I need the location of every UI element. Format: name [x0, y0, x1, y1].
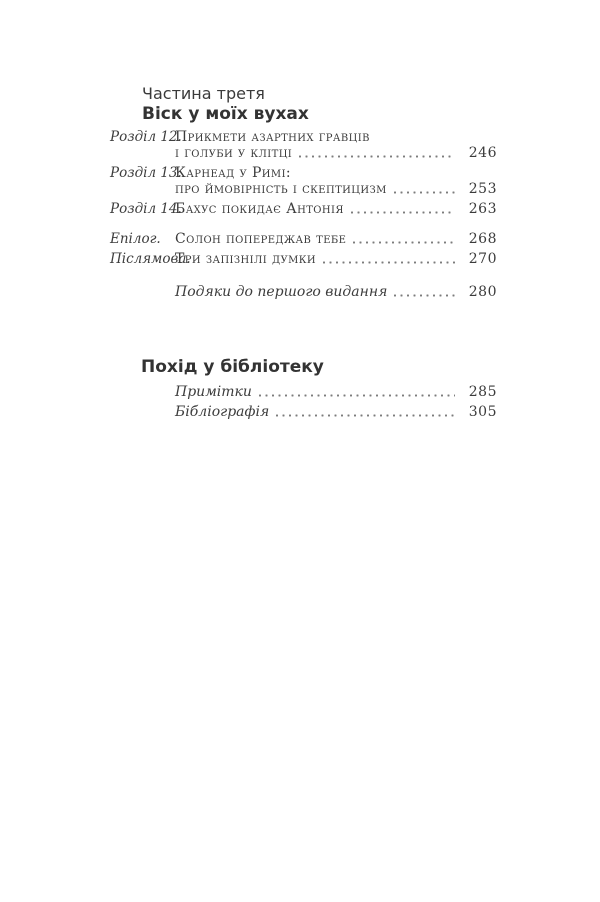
chapter-title: Карнеад у Римі:: [175, 165, 292, 181]
toc-entry-chapter-13: [110, 165, 497, 197]
title-line: [175, 129, 497, 145]
toc-entries: [110, 129, 497, 300]
chapter-title-block: [175, 201, 497, 217]
title-line: [175, 404, 497, 420]
title-line: [175, 284, 497, 300]
dotted-leader: [351, 211, 455, 214]
section-title: Примітки: [175, 384, 252, 400]
toc-entry-chapter-14: [110, 201, 497, 217]
section-title-block: [175, 404, 497, 420]
title-line: [175, 251, 497, 267]
section-title: Подяки до першого видання: [175, 284, 388, 300]
page-number: 268: [468, 231, 497, 247]
page-number: 263: [468, 201, 497, 217]
chapter-label: Розділ 12.: [110, 129, 182, 145]
section-label: Епілог.: [110, 231, 161, 247]
section-title-block: [175, 251, 497, 267]
section-title: Три запізнілі думки: [175, 251, 317, 267]
title-line: [175, 145, 497, 161]
title-line: [175, 165, 497, 181]
part-title: Віск у моїх вухах: [142, 104, 309, 124]
page-number: 253: [468, 181, 497, 197]
table-of-contents: [110, 0, 497, 420]
chapter-title-continued: і голуби у клітці: [175, 145, 293, 161]
chapter-title: Бахус покидає Антонія: [175, 201, 344, 217]
chapter-title: Прикмети азартних гравців: [175, 129, 370, 145]
toc-entry-afterword: [110, 251, 497, 267]
page-number: 285: [468, 384, 497, 400]
dotted-leader: [394, 191, 455, 194]
chapter-title-block: [175, 129, 497, 161]
section-label: Післямова.: [110, 251, 191, 267]
section-title-block: [175, 284, 497, 300]
toc-entry-chapter-12: [110, 129, 497, 161]
dotted-leader: [394, 294, 455, 297]
section-title-block: [175, 384, 497, 400]
chapter-title-continued: про ймовірність і скептицизм: [175, 181, 387, 197]
dotted-leader: [299, 155, 455, 158]
chapter-title-block: [175, 165, 497, 197]
toc-entry-epilogue: [110, 231, 497, 247]
dotted-leader: [323, 261, 455, 264]
toc-entry-acknowledgements: [110, 284, 497, 300]
library-section-heading: Похід у бібліотеку: [141, 357, 324, 377]
section-title: Бібліографія: [175, 404, 270, 420]
dotted-leader: [353, 241, 455, 244]
page-number: 246: [468, 145, 497, 161]
title-line: [175, 181, 497, 197]
dotted-leader: [276, 414, 455, 417]
toc-entry-notes: [110, 384, 497, 400]
section-title-block: [175, 231, 497, 247]
title-line: [175, 201, 497, 217]
part-label: Частина третя: [142, 84, 265, 103]
chapter-label: Розділ 14.: [110, 201, 182, 217]
page-number: 305: [468, 404, 497, 420]
title-line: [175, 384, 497, 400]
part-heading: [142, 83, 497, 125]
section-title: Солон попереджав тебе: [175, 231, 347, 247]
toc-entry-bibliography: [110, 404, 497, 420]
chapter-label: Розділ 13.: [110, 165, 182, 181]
page-number: 280: [468, 284, 497, 300]
dotted-leader: [259, 394, 455, 397]
library-entries: [110, 384, 497, 420]
page-number: 270: [468, 251, 497, 267]
title-line: [175, 231, 497, 247]
